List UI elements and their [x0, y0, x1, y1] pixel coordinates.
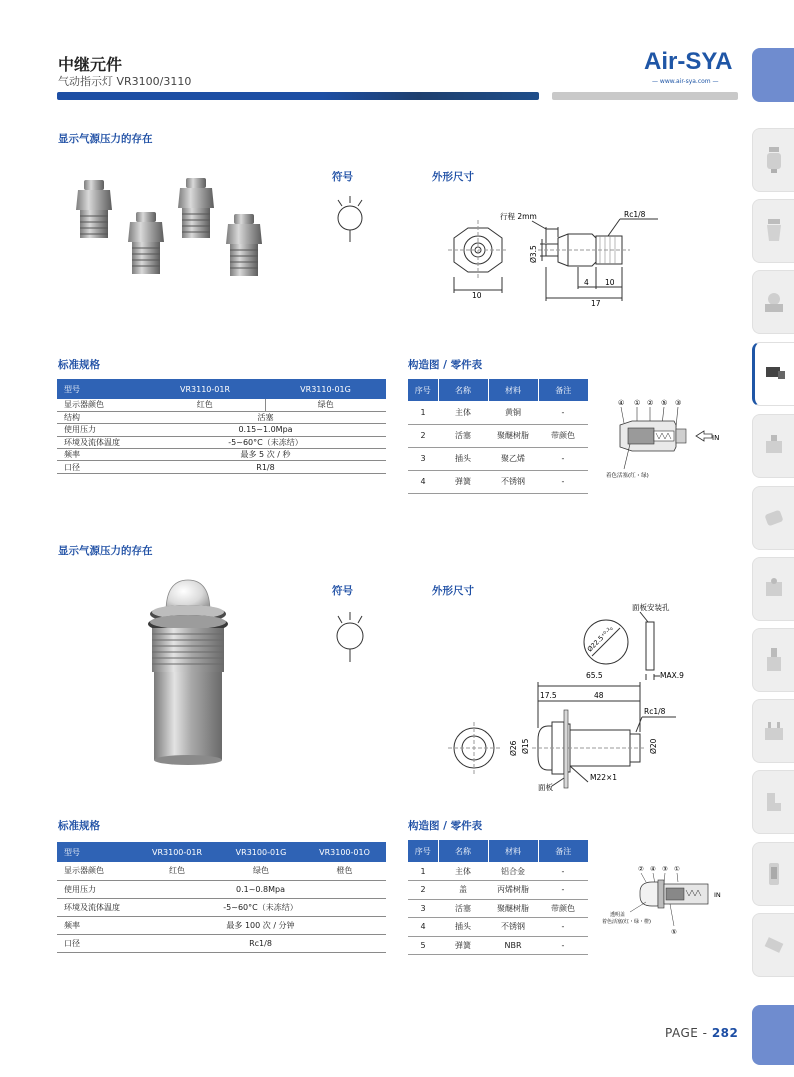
- table-cell: -: [538, 862, 588, 881]
- dim-d4: 4: [584, 278, 589, 287]
- spec-cell: 最多 5 次 / 秒: [145, 449, 386, 461]
- dim-thread: M22×1: [590, 773, 618, 782]
- lubricator-icon: [763, 216, 785, 246]
- relay-icon: [764, 359, 786, 389]
- table-row: [57, 449, 386, 461]
- diagram-note: 透明盖: [610, 912, 626, 918]
- spec-cell: 显示器颜色: [57, 862, 135, 880]
- page-title: 中继元件: [58, 55, 123, 74]
- spec-cell: 频率: [57, 449, 145, 461]
- spec1-title: 标准规格: [58, 359, 100, 371]
- filter-icon: [763, 145, 785, 175]
- parts-header: 序号: [408, 379, 438, 401]
- spec-cell: 活塞: [145, 411, 386, 423]
- table-row: [57, 399, 386, 411]
- callout: ④: [650, 865, 656, 873]
- dim-dia35: Ø3.5: [529, 245, 538, 263]
- table-cell: 铝合金: [488, 862, 538, 881]
- table-cell: 5: [408, 936, 438, 955]
- spec1-h2: VR3110-01G: [265, 379, 386, 399]
- spec-cell: 0.15~1.0Mpa: [145, 424, 386, 436]
- fitting-icon: [763, 431, 785, 461]
- in-label: IN: [714, 891, 721, 899]
- product-photo-vr3100: [130, 572, 250, 772]
- table-row: [57, 898, 386, 916]
- spec1-h0: 型号: [57, 379, 145, 399]
- spec-cell: 最多 100 次 / 分钟: [135, 916, 386, 934]
- actuator-icon: [763, 645, 785, 675]
- spec-cell: -5~60°C（未冻结）: [145, 436, 386, 448]
- page-num: 282: [711, 1026, 739, 1040]
- section2-heading: 显示气源压力的存在: [58, 545, 153, 557]
- callout: ④: [618, 399, 625, 407]
- dim-port2: Rc1/8: [644, 707, 666, 716]
- spec-cell: Rc1/8: [135, 934, 386, 952]
- header-bar: [57, 92, 539, 100]
- parts-header: 备注: [538, 379, 588, 401]
- dim-max9: MAX.9: [660, 671, 684, 680]
- sidebar-tab-regulator[interactable]: [752, 199, 794, 263]
- parts-header: 备注: [538, 840, 588, 862]
- table-row: [57, 436, 386, 448]
- spec-cell: -5~60°C（未冻结）: [135, 898, 386, 916]
- callout: ②: [638, 865, 644, 873]
- table-row: [408, 447, 588, 470]
- parts-header: 名称: [438, 379, 488, 401]
- parts-header: 名称: [438, 840, 488, 862]
- dimension-drawing-2: [440, 600, 690, 800]
- indicator-symbol-2: [330, 606, 370, 666]
- spec-cell: 口径: [57, 934, 135, 952]
- sidebar-tab-cylinder[interactable]: [752, 557, 794, 621]
- in-label: IN: [712, 434, 720, 442]
- elbow-icon: [763, 787, 785, 817]
- dim-d10: 10: [605, 278, 615, 287]
- parts-header: 序号: [408, 840, 438, 862]
- spec2-title: 标准规格: [58, 820, 100, 832]
- sidebar-tab-actuator[interactable]: [752, 628, 794, 692]
- table-row: [57, 916, 386, 934]
- spec-cell: 红色: [145, 399, 265, 411]
- spec-cell: 口径: [57, 461, 145, 473]
- sidebar-tab-fitting[interactable]: [752, 414, 794, 478]
- parts1-title: 构造图 / 零件表: [408, 359, 483, 371]
- table-cell: 2: [408, 424, 438, 447]
- parts2-title: 构造图 / 零件表: [408, 820, 483, 832]
- table-cell: NBR: [488, 936, 538, 955]
- dim-d20: Ø20: [649, 738, 658, 754]
- table-cell: 主体: [438, 401, 488, 424]
- table-cell: 4: [408, 918, 438, 937]
- table-row: [408, 899, 588, 918]
- table-cell: 1: [408, 862, 438, 881]
- sidebar-tab-elbow[interactable]: [752, 770, 794, 834]
- table-cell: -: [538, 936, 588, 955]
- parts2-header-row: [408, 840, 588, 862]
- cylinder-icon: [763, 574, 785, 604]
- table-cell: 不锈钢: [488, 918, 538, 937]
- callout: ⑤: [661, 399, 668, 407]
- table-cell: 2: [408, 881, 438, 900]
- table-cell: 3: [408, 447, 438, 470]
- dim-655: 65.5: [586, 671, 603, 680]
- table-cell: -: [538, 918, 588, 937]
- spec2-h1: VR3100-01R: [135, 842, 219, 862]
- sidebar-tab-valve[interactable]: [752, 270, 794, 334]
- table-cell: -: [538, 447, 588, 470]
- table-row: [57, 411, 386, 423]
- indicator-part-a: [76, 180, 112, 238]
- spec-cell: 红色: [135, 862, 219, 880]
- parts-header: 材料: [488, 379, 538, 401]
- section2-symbol-label: 符号: [332, 585, 353, 597]
- table-cell: 聚乙烯: [488, 447, 538, 470]
- table-cell: 活塞: [438, 899, 488, 918]
- table-cell: 弹簧: [438, 936, 488, 955]
- table-cell: 3: [408, 899, 438, 918]
- spec-cell: 显示器颜色: [57, 399, 145, 411]
- table-cell: -: [538, 401, 588, 424]
- dim-d17: 17: [591, 299, 601, 308]
- structure-diagram-1: [600, 395, 730, 485]
- parts-header: 材料: [488, 840, 538, 862]
- parts1-header-row: [408, 379, 588, 401]
- indicator-symbol-1: [330, 190, 370, 245]
- spec-cell: 环境及流体温度: [57, 898, 135, 916]
- sensor-icon: [763, 859, 785, 889]
- spec2-header-row: [57, 842, 386, 862]
- table-cell: -: [538, 881, 588, 900]
- section2-dim-label: 外形尺寸: [432, 585, 474, 597]
- spec1-h1: VR3110-01R: [145, 379, 265, 399]
- tool-icon: [763, 930, 785, 960]
- dim-48: 48: [594, 691, 604, 700]
- dim-175: 17.5: [540, 691, 557, 700]
- manifold-icon: [763, 716, 785, 746]
- page-label: PAGE -: [665, 1026, 712, 1040]
- silencer-icon: [763, 503, 785, 533]
- table-cell: 带颜色: [538, 424, 588, 447]
- structure-diagram-2: [600, 862, 735, 942]
- table-cell: 不锈钢: [488, 470, 538, 493]
- table-cell: 插头: [438, 447, 488, 470]
- spec2-h0: 型号: [57, 842, 135, 862]
- spec-cell: 0.1~0.8Mpa: [135, 880, 386, 898]
- table-cell: 主体: [438, 862, 488, 881]
- spec-cell: 绿色: [219, 862, 303, 880]
- table-cell: 带颜色: [538, 899, 588, 918]
- table-cell: 黄铜: [488, 401, 538, 424]
- table-row: [408, 424, 588, 447]
- table-row: [57, 880, 386, 898]
- dim-w10: 10: [472, 291, 482, 300]
- table-row: [57, 461, 386, 473]
- brand-logo: Air-SYA: [644, 48, 733, 75]
- table-cell: 聚醚树脂: [488, 899, 538, 918]
- callout: ③: [662, 865, 668, 873]
- sidebar-tab-filter[interactable]: [752, 128, 794, 192]
- page-number: [665, 1026, 738, 1040]
- spec2-h3: VR3100-01O: [303, 842, 386, 862]
- table-cell: 盖: [438, 881, 488, 900]
- parts-table-vr3100: [408, 840, 588, 955]
- table-cell: 丙烯树脂: [488, 881, 538, 900]
- sidebar-tab-manifold[interactable]: [752, 699, 794, 763]
- diagram-note: 着色活塞(红・绿): [606, 473, 649, 479]
- table-cell: 弹簧: [438, 470, 488, 493]
- spec-table-vr3100: [57, 842, 386, 953]
- sidebar-tab-sensor[interactable]: [752, 842, 794, 906]
- callout: ③: [675, 399, 682, 407]
- callout: ②: [647, 399, 654, 407]
- spec-cell: 频率: [57, 916, 135, 934]
- table-row: [408, 470, 588, 493]
- sidebar-bottom-block: [752, 1005, 794, 1065]
- dim-panel: 面板: [538, 783, 553, 792]
- table-row: [57, 934, 386, 952]
- section1-symbol-label: 符号: [332, 171, 353, 183]
- table-row: [57, 862, 386, 880]
- page-subtitle: 气动指示灯 VR3100/3110: [58, 75, 192, 88]
- section1-dim-label: 外形尺寸: [432, 171, 474, 183]
- table-cell: 活塞: [438, 424, 488, 447]
- parts-table-vr3110: [408, 379, 588, 494]
- table-row: [408, 401, 588, 424]
- table-row: [57, 424, 386, 436]
- spec-cell: 绿色: [265, 399, 386, 411]
- callout: ①: [634, 399, 641, 407]
- table-row: [408, 918, 588, 937]
- spec-cell: R1/8: [145, 461, 386, 473]
- sidebar-top-block: [752, 48, 794, 102]
- table-row: [408, 881, 588, 900]
- brand-url: — www.air-sya.com —: [652, 78, 719, 85]
- spec-cell: 使用压力: [57, 424, 145, 436]
- dim-hole-dia: Ø22.5⁺⁰·²₀: [585, 624, 615, 654]
- table-cell: 插头: [438, 918, 488, 937]
- header-bar-grey: [552, 92, 738, 100]
- dimension-drawing-1: [440, 205, 670, 315]
- dim-port: Rc1/8: [624, 210, 646, 219]
- section1-heading: 显示气源压力的存在: [58, 133, 153, 145]
- spec1-header-row: [57, 379, 386, 399]
- spec2-h2: VR3100-01G: [219, 842, 303, 862]
- diagram-note: 着色活塞(红・绿・橙): [602, 919, 651, 925]
- product-photo-vr3110: [70, 168, 280, 283]
- table-cell: 1: [408, 401, 438, 424]
- table-row: [408, 936, 588, 955]
- callout: ⑤: [671, 928, 677, 936]
- spec-cell: 结构: [57, 411, 145, 423]
- dim-d26: Ø26: [509, 740, 518, 756]
- spec-table-vr3110: [57, 379, 386, 474]
- callout: ①: [674, 865, 680, 873]
- dim-panel-hole: 面板安装孔: [632, 603, 670, 612]
- sidebar-tab-relay[interactable]: [752, 342, 794, 406]
- sidebar-tab-silencer[interactable]: [752, 486, 794, 550]
- valve-icon: [763, 287, 785, 317]
- table-cell: -: [538, 470, 588, 493]
- sidebar-tab-tool[interactable]: [752, 913, 794, 977]
- spec-cell: 使用压力: [57, 880, 135, 898]
- table-cell: 4: [408, 470, 438, 493]
- table-cell: 聚醚树脂: [488, 424, 538, 447]
- dim-d15: Ø15: [521, 738, 530, 754]
- spec-cell: 橙色: [303, 862, 386, 880]
- dim-stroke: 行程 2mm: [500, 212, 537, 221]
- spec-cell: 环境及流体温度: [57, 436, 145, 448]
- table-row: [408, 862, 588, 881]
